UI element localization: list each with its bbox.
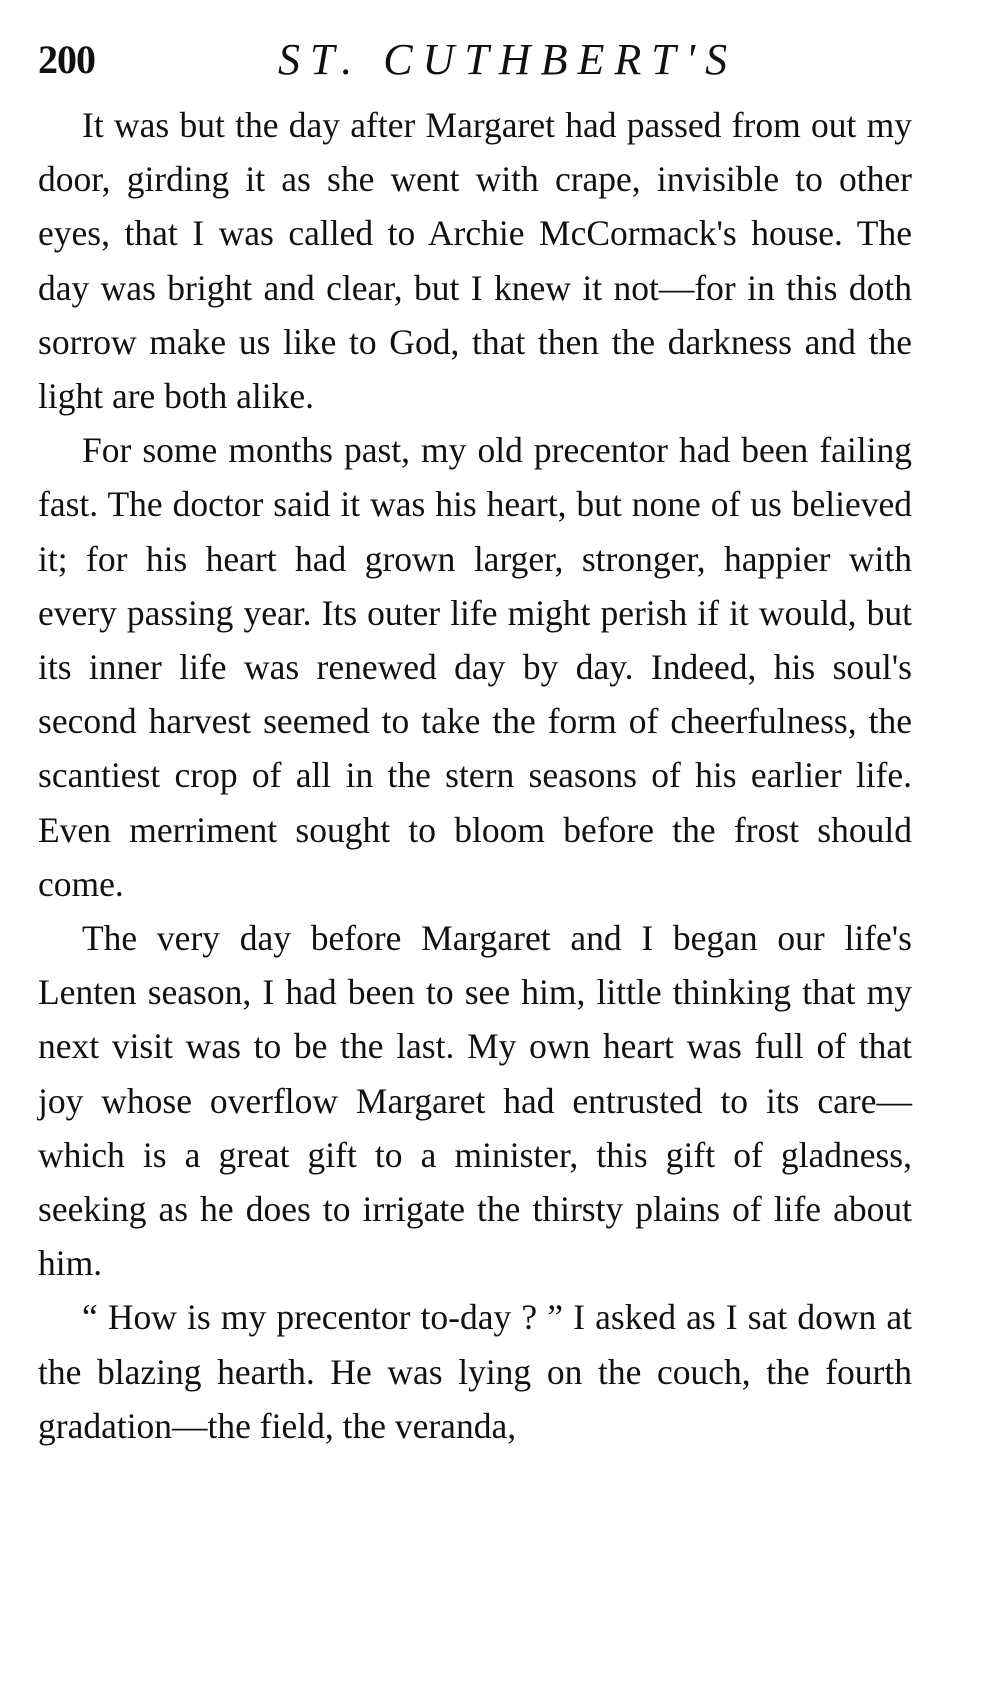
paragraph-1: It was but the day after Margaret had passed from out my door, girding it as she went with crape, invisible to other eyes, that I was called to Archie McCormack's house. The day was bright and clear, but I knew it not—for in this doth sorrow make us like to God, that then the darkness and the light are both alike. [38,105,912,417]
running-head: ST. CUTHBERT'S [278,35,738,84]
page-number: 200 [38,37,95,82]
paragraph-3: The very day before Margaret and I began our life's Lenten season, I had been to see him, little thinking that my next visit was to be the last. My own heart was full of that joy whose overflow Margaret had entrusted to its care—which is a great gift to a minister, this gift of gladness, seeking as he does to irrigate the thirsty plains of life about him. [38,918,912,1284]
page-header [38,28,918,88]
body-text [38,98,912,1453]
paragraph-4: “ How is my precentor to-day ? ” I asked as I sat down at the blazing hearth. He was lying on the couch, the fourth gradation—the field, the veranda, [38,1297,912,1446]
paragraph-2: For some months past, my old precentor had been failing fast. The doctor said it was his heart, but none of us believed it; for his heart had grown larger, stronger, happier with every passing year. Its outer life might perish if it would, but its inner life was renewed day by day. Indeed, his soul's second harvest seemed to take the form of cheerfulness, the scantiest crop of all in the stern seasons of his earlier life. Even merriment sought to bloom before the frost should come. [38,430,912,904]
